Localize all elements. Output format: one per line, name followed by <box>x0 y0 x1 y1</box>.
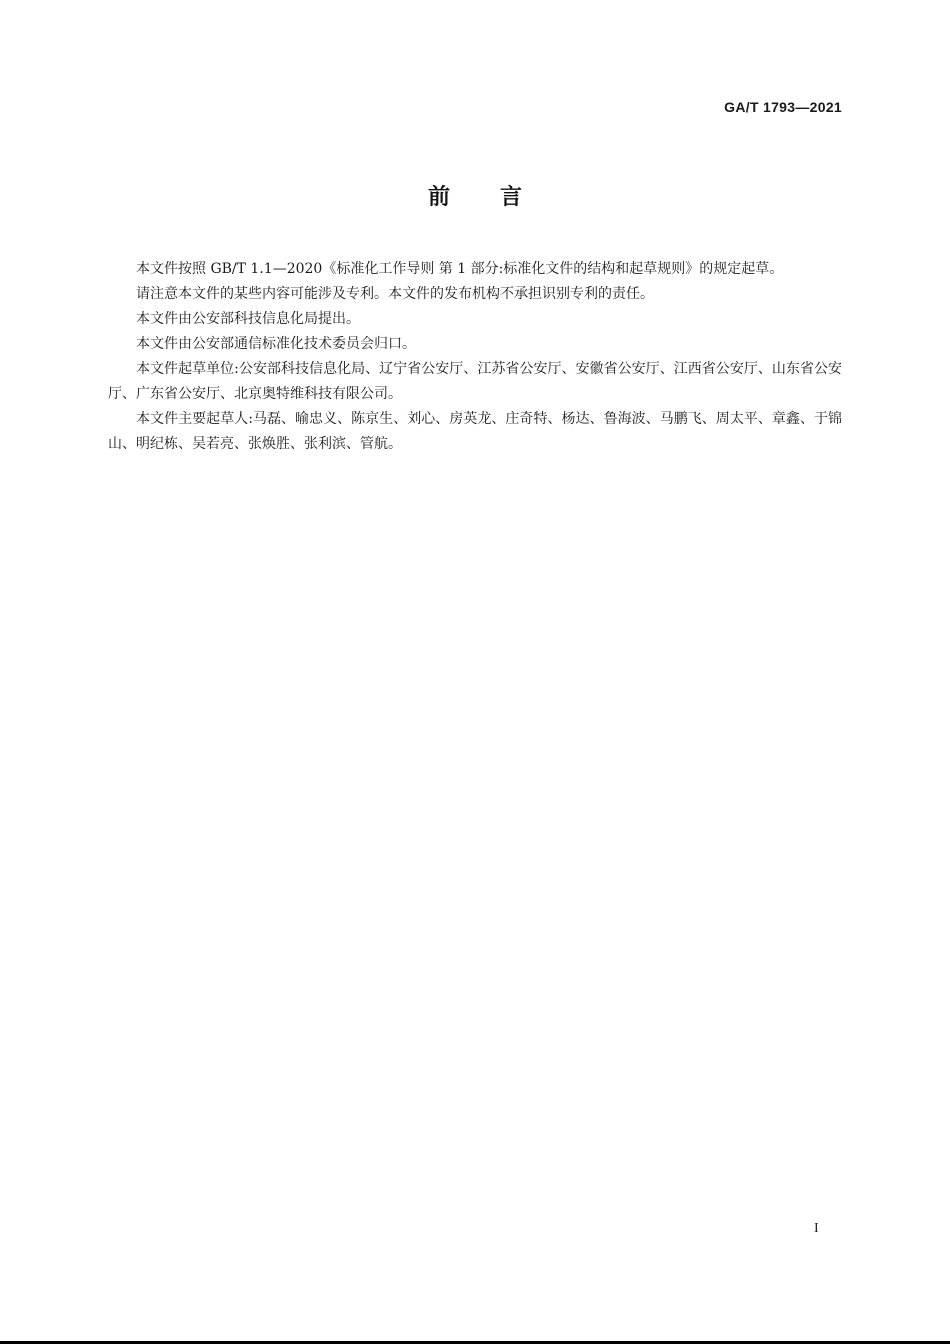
paragraph-drafting-rules: 本文件按照 GB/T 1.1—2020《标准化工作导则 第 1 部分:标准化文件的结构和起草规则》的规定起草。 <box>136 261 784 277</box>
standard-code: GA/T 1793—2021 <box>724 99 842 115</box>
paragraph-drafting-units: 本文件起草单位:公安部科技信息化局、辽宁省公安厅、江苏省公安厅、安徽省公安厅、江西省公安厅、山东省公安厅、广东省公安厅、北京奥特维科技有限公司。 <box>108 361 842 402</box>
paragraph-proposer: 本文件由公安部科技信息化局提出。 <box>136 311 360 327</box>
paragraph-patent-notice: 请注意本文件的某些内容可能涉及专利。本文件的发布机构不承担识别专利的责任。 <box>136 286 654 302</box>
foreword-body <box>108 257 842 457</box>
paragraph-administrator: 本文件由公安部通信标准化技术委员会归口。 <box>136 336 416 352</box>
paragraph-drafters: 本文件主要起草人:马磊、喻忠义、陈京生、刘心、房英龙、庄奇特、杨达、鲁海波、马鹏飞、周太平、章鑫、于锦山、明纪栋、吴若亮、张焕胜、张利滨、管航。 <box>108 411 842 452</box>
section-heading: 前言 <box>427 185 572 210</box>
page-number: I <box>814 1221 819 1236</box>
